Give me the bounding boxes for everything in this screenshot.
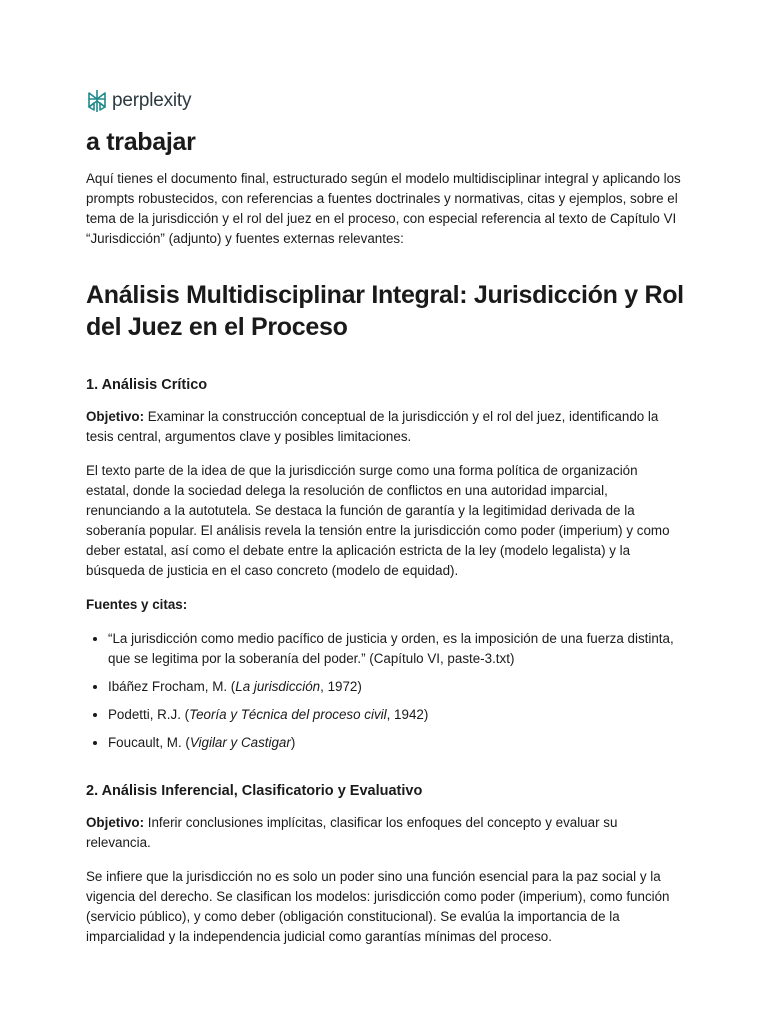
brand-logo [86, 86, 684, 116]
source-title: Teoría y Técnica del proceso civil [189, 707, 387, 722]
sources-label: Fuentes y citas: [86, 597, 188, 612]
objective-text: Inferir conclusiones implícitas, clasificar los enfoques del concepto y evaluar su relevancia. [86, 815, 618, 850]
list-item [108, 733, 684, 753]
source-year: , 1942) [386, 707, 429, 722]
source-text: “La jurisdicción como medio pacífico de justicia y orden, es la imposición de una fuerza distinta, que se legitima por la soberanía del poder.” (Capítulo VI, paste-3.txt) [108, 631, 674, 666]
list-item [108, 677, 684, 697]
section-1-heading: 1. Análisis Crítico [86, 377, 208, 393]
list-item [108, 629, 684, 669]
section-1-paragraph: El texto parte de la idea de que la jurisdicción surge como una forma política de organización estatal, donde la sociedad delega la resolución de conflictos en una autoridad imparcial, renunciando a la autotutela. Se destaca la función de garantía y la legitimidad derivada de la soberanía popular. El análisis revela la tensión entre la jurisdicción como poder (imperium) y como deber estatal, así como el debate entre la aplicación estricta de la ley (modelo legalista) y la búsqueda de justicia en el caso concreto (modelo de equidad). [86, 463, 670, 578]
source-author: Foucault, M. ( [108, 735, 190, 750]
objective-label: Objetivo: [86, 409, 145, 424]
section-2-objective [86, 813, 684, 853]
source-title: La jurisdicción [235, 679, 321, 694]
list-item [108, 705, 684, 725]
page-title: a trabajar [86, 128, 196, 156]
sources-list [86, 629, 684, 753]
objective-label: Objetivo: [86, 815, 145, 830]
section-1-objective [86, 407, 684, 447]
document-heading: Análisis Multidisciplinar Integral: Jurisdicción y Rol del Juez en el Proceso [86, 281, 684, 341]
source-year: ) [290, 735, 296, 750]
source-title: Vigilar y Castigar [189, 735, 291, 750]
source-year: , 1972) [320, 679, 362, 694]
source-author: Ibáñez Frocham, M. ( [108, 679, 236, 694]
brand-name: perplexity [112, 90, 192, 111]
section-2-paragraph: Se infiere que la jurisdicción no es solo un poder sino una función esencial para la paz social y la vigencia del derecho. Se clasifican los modelos: jurisdicción como poder (imperium), como función (servicio público), y como deber (obligación constitucional). Se evalúa la importancia de la imparcialidad y la independencia judicial como garantías mínimas del proceso. [86, 869, 670, 944]
section-2-heading: 2. Análisis Inferencial, Clasificatorio y Evaluativo [86, 783, 423, 799]
perplexity-logo-icon [86, 89, 108, 113]
intro-paragraph: Aquí tienes el documento final, estructurado según el modelo multidisciplinar integral y aplicando los prompts robustecidos, con referencias a fuentes doctrinales y normativas, citas y ejemplos, sobre el tema de la jurisdicción y el rol del juez en el proceso, con especial referencia al texto de Capítulo VI “Jurisdicción” (adjunto) y fuentes externas relevantes: [86, 171, 681, 246]
source-author: Podetti, R.J. ( [108, 707, 190, 722]
objective-text: Examinar la construcción conceptual de la jurisdicción y el rol del juez, identificando la tesis central, argumentos clave y posibles limitaciones. [86, 409, 659, 444]
